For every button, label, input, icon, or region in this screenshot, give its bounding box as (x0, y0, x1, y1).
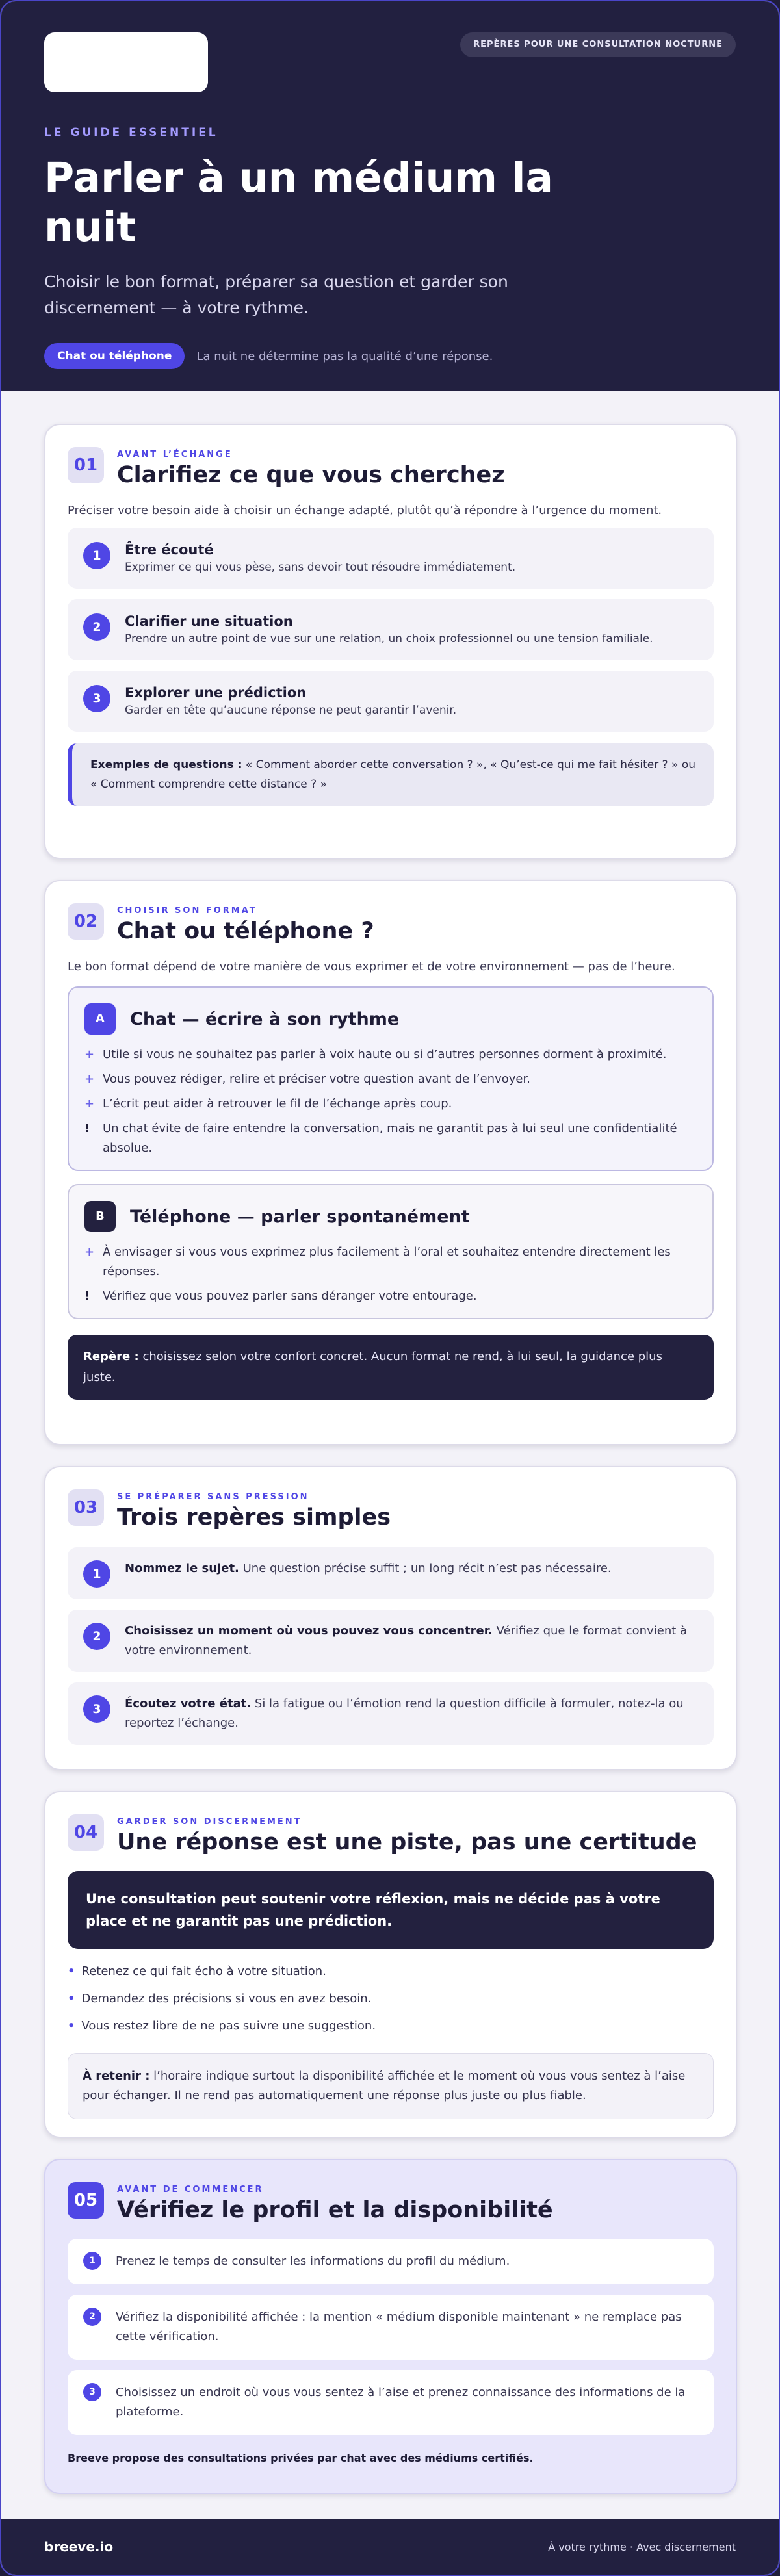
section-number: 01 (68, 447, 104, 483)
option-title: Téléphone — parler spontanément (130, 1206, 470, 1227)
section-kicker: AVANT L’ÉCHANGE (117, 450, 233, 459)
tip-bold: Écoutez votre état. (125, 1697, 252, 1710)
step-number: 2 (83, 2308, 101, 2326)
step-text: Garder en tête qu’aucune réponse ne peut garantir l’avenir. (125, 704, 457, 717)
step-number: 2 (83, 613, 110, 641)
list-item-text: Demandez des précisions si vous en avez besoin. (81, 1992, 372, 2005)
warning-icon: ! (84, 1122, 90, 1135)
section-prepare (44, 1466, 737, 1770)
bullet-icon: • (68, 1964, 75, 1978)
chat-or-phone-button[interactable]: Chat ou téléphone (44, 343, 185, 369)
step-number: 1 (83, 1560, 110, 1588)
list-item-text: Vous pouvez rédiger, relire et préciser votre question avant de l’envoyer. (103, 1072, 530, 1086)
format-note (68, 1335, 714, 1400)
hero-subtitle: Choisir le bon format, préparer sa question et garder son discernement — à votre rythme. (44, 272, 508, 317)
step-number: 3 (83, 2383, 101, 2401)
step-text: Prenez le temps de consulter les informations du profil du médium. (116, 2254, 510, 2268)
step-text: Choisissez un endroit où vous vous sentez à l’aise et prenez connaissance des informations de la plateforme. (116, 2386, 686, 2419)
list-item (68, 671, 714, 732)
note-text: choisissez selon votre confort concret. Aucun format ne rend, à lui seul, la guidance plus juste. (83, 1350, 662, 1384)
section-profile (44, 2159, 737, 2494)
step-title: Clarifier une situation (125, 613, 293, 629)
list-item (68, 599, 714, 660)
option-list (84, 1243, 697, 1306)
step-text: Exprimer ce qui vous pèse, sans devoir tout résoudre immédiatement. (125, 561, 516, 574)
option-badge: A (84, 1003, 116, 1035)
list-item-text: Vous restez libre de ne pas suivre une suggestion. (81, 2019, 376, 2033)
list-item (68, 2370, 714, 2435)
step-number: 1 (83, 542, 110, 569)
section-header (68, 1814, 714, 1857)
section-format (44, 880, 737, 1445)
section-kicker: AVANT DE COMMENCER (117, 2185, 264, 2195)
section-title: Clarifiez ce que vous cherchez (117, 462, 505, 488)
section-kicker: SE PRÉPARER SANS PRESSION (117, 1492, 309, 1502)
list-item (68, 1682, 714, 1745)
option-title: Chat — écrire à son rythme (130, 1009, 400, 1029)
tip-bold: Choisissez un moment où vous pouvez vous concentrer. (125, 1624, 493, 1638)
step-title: Explorer une prédiction (125, 685, 307, 701)
bullet-icon: • (68, 1992, 75, 2005)
bullet-icon: • (68, 2019, 75, 2033)
list-item (68, 2018, 714, 2035)
closing-note: Breeve propose des consultations privées par chat avec des médiums certifiés. (68, 2452, 534, 2464)
section-intro: Préciser votre besoin aide à choisir un échange adapté, plutôt qu’à répondre à l’urgence du moment. (68, 504, 662, 517)
section-discernment (44, 1791, 737, 2138)
step-text: Vérifiez la disponibilité affichée : la mention « médium disponible maintenant » ne remplace pas cette vérification. (116, 2310, 682, 2343)
footer (1, 2519, 779, 2575)
section-title: Trois repères simples (117, 1504, 391, 1530)
brand-logo[interactable] (44, 32, 208, 92)
section-kicker: GARDER SON DISCERNEMENT (117, 1817, 302, 1827)
tip-text: Si la fatigue ou l’émotion rend la question difficile à formuler, notez-la ou reportez l’échange. (125, 1697, 684, 1730)
list-item (68, 1547, 714, 1599)
section-number: 04 (68, 1814, 104, 1851)
step-number: 2 (83, 1623, 110, 1650)
tip-text: Une question précise suffit ; un long récit n’est pas nécessaire. (242, 1562, 612, 1575)
hero-cta-row (44, 343, 736, 369)
hero-eyebrow: LE GUIDE ESSENTIEL (44, 126, 218, 139)
retain-label: À retenir : (83, 2069, 150, 2083)
plus-icon: + (84, 1245, 95, 1259)
retain-box (68, 2053, 714, 2119)
plus-icon: + (84, 1097, 95, 1111)
section-header (68, 2182, 714, 2224)
step-text: Prendre un autre point de vue sur une relation, un choix professionnel ou une tension familiale. (125, 632, 653, 645)
section-header (68, 447, 714, 489)
list-item-text: Vérifiez que vous pouvez parler sans déranger votre entourage. (103, 1289, 477, 1303)
section-number: 02 (68, 903, 104, 940)
warning-icon: ! (84, 1289, 90, 1303)
list-item (68, 528, 714, 589)
option-list (84, 1045, 697, 1158)
list-item (84, 1119, 697, 1158)
section-number: 03 (68, 1489, 104, 1526)
list-item (84, 1045, 697, 1064)
list-item-text: Retenez ce qui fait écho à votre situation. (81, 1964, 326, 1978)
footer-brand-link[interactable]: breeve.io (44, 2539, 114, 2555)
list-item (68, 1963, 714, 1980)
list-item (68, 2239, 714, 2284)
hero (1, 1, 779, 391)
step-number: 1 (83, 2252, 101, 2270)
examples-quote (68, 743, 714, 806)
list-item (68, 2295, 714, 2360)
page-title: Parler à un médium la nuit (44, 154, 554, 251)
step-title: Être écouté (125, 542, 214, 558)
list-item (84, 1287, 697, 1306)
plus-icon: + (84, 1048, 95, 1061)
hero-badge: REPÈRES POUR UNE CONSULTATION NOCTURNE (460, 32, 736, 57)
plus-icon: + (84, 1072, 95, 1086)
list-item (84, 1094, 697, 1114)
key-callout: Une consultation peut soutenir votre réflexion, mais ne décide pas à votre place et ne garantit pas une prédiction. (68, 1871, 714, 1949)
list-item-text: Un chat évite de faire entendre la conversation, mais ne garantit pas à lui seul une confidentialité absolue. (103, 1122, 677, 1155)
list-item (84, 1070, 697, 1089)
section-title: Vérifiez le profil et la disponibilité (117, 2197, 553, 2223)
footer-note: À votre rythme · Avec discernement (548, 2540, 736, 2553)
section-intro: Le bon format dépend de votre manière de vous exprimer et de votre environnement — pas de l’heure. (68, 960, 675, 973)
list-item (84, 1243, 697, 1282)
step-number: 3 (83, 1695, 110, 1723)
step-number: 3 (83, 685, 110, 712)
list-item (68, 1610, 714, 1672)
list-item (68, 1990, 714, 2007)
hero-note: La nuit ne détermine pas la qualité d’une réponse. (196, 349, 493, 363)
list-item-text: Utile si vous ne souhaitez pas parler à voix haute ou si d’autres personnes dorment à proximité. (103, 1048, 667, 1061)
examples-text: « Comment aborder cette conversation ? », « Qu’est-ce qui me fait hésiter ? » ou « Comment comprendre cette distance ? » (90, 758, 696, 791)
tip-bold: Nommez le sujet. (125, 1562, 239, 1575)
section-header (68, 903, 714, 946)
section-kicker: CHOISIR SON FORMAT (117, 906, 257, 916)
option-chat (68, 986, 714, 1171)
note-label: Repère : (83, 1350, 139, 1363)
section-title: Une réponse est une piste, pas une certitude (117, 1829, 697, 1855)
bullet-list (68, 1963, 714, 2035)
option-badge: B (84, 1201, 116, 1232)
option-phone (68, 1184, 714, 1319)
tip-text: Vérifiez que le format convient à votre environnement. (125, 1624, 688, 1657)
list-item-text: L’écrit peut aider à retrouver le fil de l’échange après coup. (103, 1097, 452, 1111)
list-item-text: À envisager si vous vous exprimez plus facilement à l’oral et souhaitez entendre directement les réponses. (103, 1245, 671, 1278)
retain-text: l’horaire indique surtout la disponibilité affichée et le moment où vous vous sentez à l’aise pour échanger. Il ne rend pas automatiquement une réponse plus juste ou plus fiable. (83, 2069, 686, 2102)
section-number: 05 (68, 2182, 104, 2219)
examples-label: Exemples de questions : (90, 758, 242, 771)
section-header (68, 1489, 714, 1532)
section-title: Chat ou téléphone ? (117, 918, 374, 944)
section-clarify (44, 424, 737, 859)
